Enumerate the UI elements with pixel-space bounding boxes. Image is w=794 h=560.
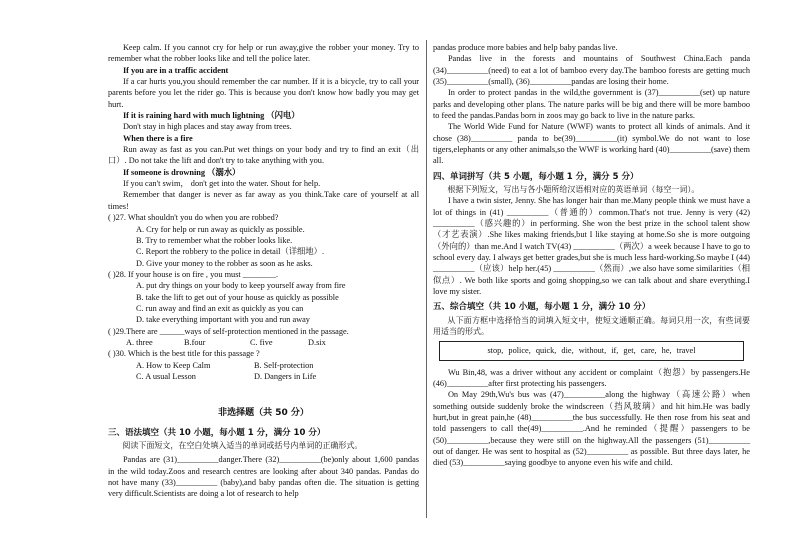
option-30d: D. Dangers in Life [254, 371, 317, 381]
option-30b: B. Self-protection [254, 360, 314, 370]
option-29c: C. five [250, 337, 273, 347]
option-27c: C. Report the robbery to the police in detail（详细地）. [136, 247, 325, 257]
option-29a: A. three [126, 337, 153, 347]
passage-paragraph: pandas produce more babies and help baby pandas live. [433, 43, 618, 52]
option-28b: B. take the lift to get out of your house as quickly as possible [136, 292, 339, 302]
section-5-instructions: 从下面方框中选择恰当的词填入短文中，使短文通顺正确。每词只用一次，有些词要用适当的形式。 [433, 315, 750, 336]
column-divider [426, 40, 427, 518]
passage-paragraph: Remember that danger is never as far away as you think.Take care of yourself at all times! [108, 190, 419, 211]
section-3-title: 三、语法填空（共 10 小题，每小题 1 分，满分 10 分） [108, 427, 326, 438]
section-4-title: 四、单词拼写（共 5 小题，每小题 1 分，满分 5 分） [433, 171, 639, 182]
passage-paragraph: Run away as fast as you can.Put wet things on your body and try to find an exit（出口）. Do not take the lift and don't try to take anything with you. [108, 145, 419, 166]
option-28d: D. take everything important with you and run away [136, 315, 310, 325]
section-4-instructions: 根据下列短文，写出与各小题所给汉语相对应的英语单词（每空一词）。 [447, 185, 700, 195]
option-29d: D.six [308, 337, 326, 347]
word-box: stop, police, quick, die, without, if, get, care, he, travel [439, 341, 744, 360]
question-29: ( )29.There are ______ways of self-protection mentioned in the passage. [108, 326, 349, 336]
passage-paragraph: I have a twin sister, Jenny. She has longer hair than me.Many people think we must have a lot of things in (41) __________（普通的）common.That's not true. Jenny is very (42) __________（感兴趣的）in performing. She won the best prize in the school talent show（才艺表演）.She likes making friends,but I like staying at home.So she is more outgoing（外向的）than me.And I watch TV(43) __________（两次）a week because I have to go to school every day. I always get better grades,but she is much less hard-working.So maybe I (44) __________（应该）help her.(45) __________（然而）,we also have some similarities（相似点）. We both like sports and going shopping,so we can talk about and share everything.I love my sister. [433, 196, 750, 297]
question-30: ( )30. Which is the best title for this passage ? [108, 349, 260, 359]
passage-paragraph: The World Wide Fund for Nature (WWF) wants to protect all kinds of animals. And it chose (38)__________ panda to be(39)__________(it) symbol.We do not want to lose tigers,elephants or any other animals,so the WWF is working hard (40)__________(save) them all. [433, 122, 750, 166]
options-30a-b [126, 360, 419, 371]
right-column [433, 42, 750, 469]
option-27a: A. Cry for help or run away as quickly as possible. [136, 224, 305, 234]
option-30a: A. How to Keep Calm [136, 360, 211, 370]
passage-paragraph: If you can't swim， don't get into the water. Shout for help. [122, 179, 321, 189]
passage-paragraph: On May 29th,Wu's bus was (47)__________along the highway（高速公路）when something outside suddenly broke the windscreen（挡风玻璃）and hit him.He was badly hurt,but in great pain,he (48)__________the bus successfully. He then rose from his seat and told passengers to call the(49)__________.And he reminded（提醒）passengers to be (50)__________,because they were still on the highway.All the passengers (51)__________ out of danger. He was sent to hospital as (52)__________ as possible. But three days later, he died (53)__________saying goodbye to anyone even his wife and child. [433, 390, 750, 468]
subheading: If it is raining hard with much lightning （闪电） [122, 111, 300, 121]
option-27b: B. Try to remember what the robber looks like. [136, 235, 293, 245]
subheading: If you are in a traffic accident [122, 65, 229, 75]
passage-paragraph: Don't stay in high places and stay away from trees. [122, 122, 292, 132]
question-28: ( )28. If your house is on fire , you must ________. [108, 269, 279, 279]
subheading: If someone is drowning （溺水） [122, 167, 241, 177]
option-27d: D. Give your money to the robber as soon as he asks. [136, 258, 313, 268]
question-27: ( )27. What shouldn't you do when you are robbed? [108, 213, 279, 223]
option-28a: A. put dry things on your body to keep yourself away from fire [136, 281, 346, 291]
passage-paragraph: Pandas live in the forests and mountains of Southwest China.Each panda (34)__________(need) to eat a lot of bamboo every day.The bamboo forests are getting much (35)__________(small), (36)__________pandas are losing their home. [433, 54, 750, 87]
section-5-title: 五、综合填空（共 10 小题，每小题 1 分，满分 10 分） [433, 302, 651, 313]
option-29b: B.four [184, 337, 206, 347]
passage-paragraph: In order to protect pandas in the wild,the government is (37)__________(set) up nature parks and developing other plans. The nature parks will be big and there will be more bamboo to feed the pandas.Pandas born in zoos may go back to live in the nature parks. [433, 88, 750, 121]
option-28c: C. run away and find an exit as quickly as you can [136, 303, 304, 313]
passage-paragraph: Pandas are (31)__________danger.There (32)__________(be)only about 1,600 pandas in the wild today.Zoos and research centres are looking after about 340 pandas. Pandas do not have many (33)__________ (baby),and baby pandas often die. The situation is getting very difficult.Scientists are doing a lot of research to help [108, 455, 419, 499]
passage-paragraph: Keep calm. If you cannot cry for help or run away,give the robber your money. Try to remember what the robber looks like and tell the police later. [108, 43, 419, 64]
options-29 [126, 337, 419, 348]
passage-paragraph: If a car hurts you,you should remember the car number. If it is a bicycle, try to call your parents before you let the rider go. This is because you don't know how badly you may get hurt. [108, 77, 419, 109]
passage-paragraph: Wu Bin,48, was a driver without any accident or complaint（抱怨）by passengers.He (46)__________after first protecting his passengers. [433, 367, 750, 388]
options-30c-d [126, 371, 419, 382]
subheading: When there is a fire [122, 133, 193, 143]
section-3-instructions: 阅读下面短文，在空白处填入适当的单词或括号内单词的正确形式。 [122, 441, 363, 450]
non-choice-title: 非选择题（共 50 分） [218, 408, 309, 419]
left-column [108, 42, 419, 500]
option-30c: C. A usual Lesson [136, 371, 196, 381]
